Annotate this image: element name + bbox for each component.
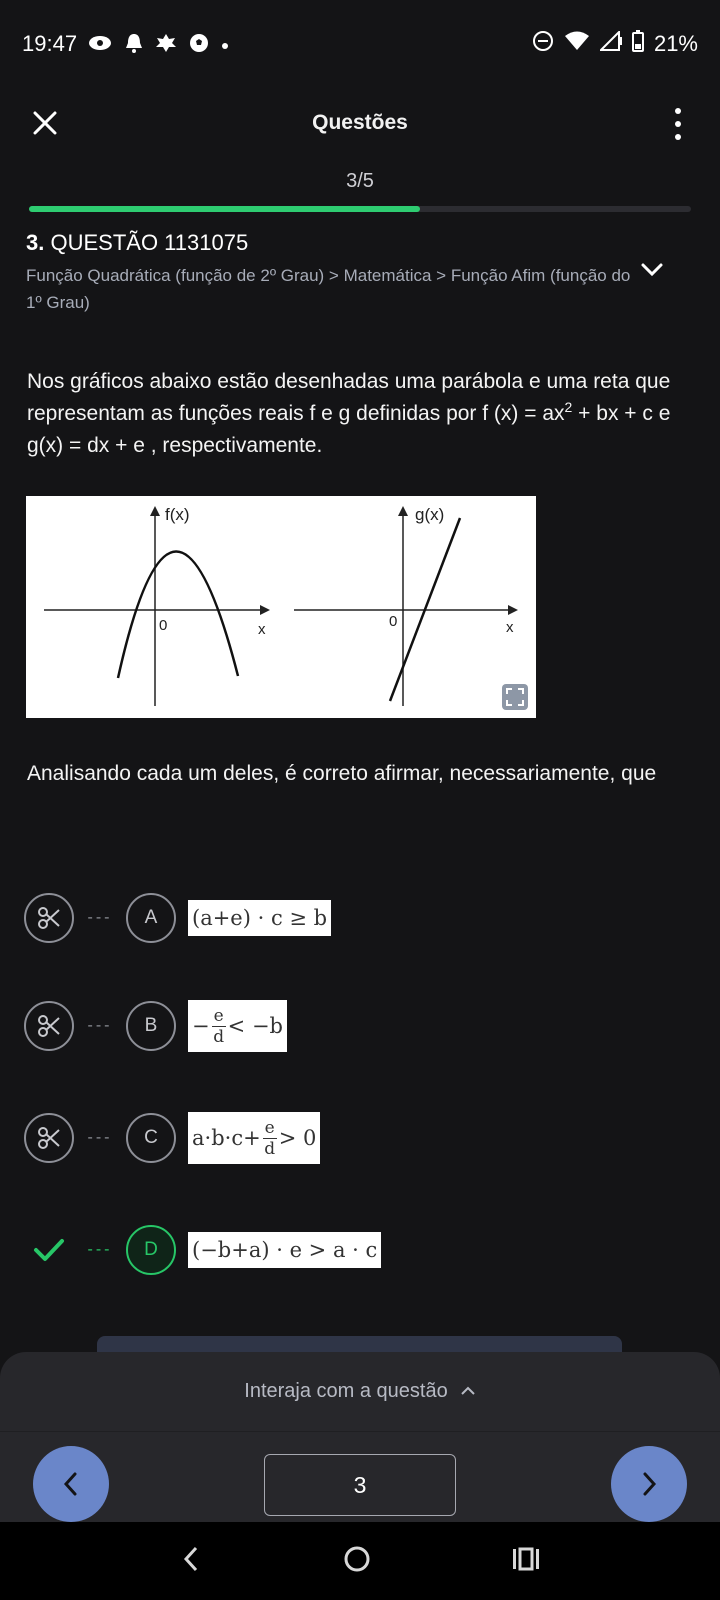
f-x-label: x [258, 621, 266, 638]
status-bar [0, 0, 720, 88]
option-a[interactable] [24, 892, 331, 944]
fraction: $\frac{e}{d}$ [264, 1117, 276, 1159]
recent-apps-icon[interactable] [511, 1546, 541, 1577]
chevron-right-icon [639, 1470, 659, 1498]
interaction-toggle[interactable] [0, 1352, 720, 1432]
option-letter[interactable]: D [126, 1225, 176, 1275]
option-divider: --- [87, 1017, 113, 1034]
option-divider: --- [87, 909, 113, 926]
page-number-field[interactable]: 3 [264, 1454, 456, 1516]
signal-icon [600, 31, 622, 57]
pager-row [0, 1432, 720, 1522]
page-title: Questões [312, 111, 408, 134]
scissors-icon[interactable] [24, 1001, 74, 1051]
do-not-disturb-icon [532, 30, 554, 58]
expand-icon[interactable] [502, 684, 528, 710]
progress-fill [29, 206, 420, 212]
f-origin-label: 0 [159, 617, 168, 634]
option-b[interactable] [24, 1000, 287, 1052]
option-letter[interactable]: B [126, 1001, 176, 1051]
next-button[interactable] [611, 1446, 687, 1522]
question-code: QUESTÃO 1131075 [50, 230, 249, 255]
notification-dot-icon [221, 35, 229, 53]
option-formula: (−b+a) · e > a · c [188, 1232, 381, 1268]
option-divider: --- [87, 1241, 113, 1258]
previous-button[interactable] [33, 1446, 109, 1522]
eye-icon [87, 34, 113, 55]
option-formula: (a+e) · c ≥ b [188, 900, 331, 936]
scissors-icon[interactable] [24, 1113, 74, 1163]
app-bar [0, 88, 720, 158]
close-icon[interactable] [28, 106, 62, 140]
option-formula: a·b·c+ $\frac{e}{d}$ > 0 [188, 1112, 320, 1164]
chevron-up-icon [460, 1380, 476, 1403]
g-axis-label: g(x) [415, 505, 445, 524]
parabola-graph [44, 505, 270, 706]
g-origin-label: 0 [389, 613, 398, 630]
option-d[interactable] [24, 1224, 381, 1276]
option-letter[interactable]: C [126, 1113, 176, 1163]
system-navigation-bar [0, 1522, 720, 1600]
battery-level: 21% [653, 31, 698, 56]
interaction-label: Interaja com a questão [244, 1380, 448, 1402]
status-time: 19:47 [22, 31, 78, 56]
question-title [26, 230, 646, 256]
question-figure[interactable] [26, 496, 536, 718]
bell-icon [125, 33, 143, 56]
scissors-icon[interactable] [24, 893, 74, 943]
question-prompt: Analisando cada um deles, é correto afirmar, necessariamente, que [27, 762, 657, 785]
battery-icon [632, 30, 644, 58]
option-divider: --- [87, 1129, 113, 1146]
option-formula: − $\frac{e}{d}$ < −b [188, 1000, 287, 1052]
leaf-icon [155, 33, 177, 56]
question-breadcrumb: Função Quadrática (função de 2º Grau) > Matemática > Função Afim (função do 1º Grau) [26, 266, 631, 312]
home-icon[interactable] [342, 1544, 372, 1579]
f-axis-label: f(x) [165, 505, 190, 524]
question-statement: Nos gráficos abaixo estão desenhadas uma parábola e uma reta que representam as funções reais f e g definidas por f $(x) = ax^2$ + bx + c e g(x) = dx + e , respectivamente. [27, 370, 671, 457]
progress-bar [29, 206, 691, 212]
question-header [26, 230, 646, 316]
more-options-icon[interactable] [672, 108, 684, 140]
g-x-label: x [506, 619, 514, 636]
fraction: $\frac{e}{d}$ [213, 1005, 225, 1047]
question-number: 3. [26, 230, 45, 255]
soccer-ball-icon [189, 33, 209, 56]
chevron-left-icon [61, 1470, 81, 1498]
back-icon[interactable] [179, 1544, 203, 1579]
chevron-down-icon[interactable] [640, 262, 664, 278]
progress-label: 3/5 [346, 170, 374, 192]
wifi-icon [564, 31, 590, 57]
line-graph [294, 505, 518, 706]
option-letter[interactable]: A [126, 893, 176, 943]
option-c[interactable] [24, 1112, 320, 1164]
check-icon [24, 1225, 74, 1275]
